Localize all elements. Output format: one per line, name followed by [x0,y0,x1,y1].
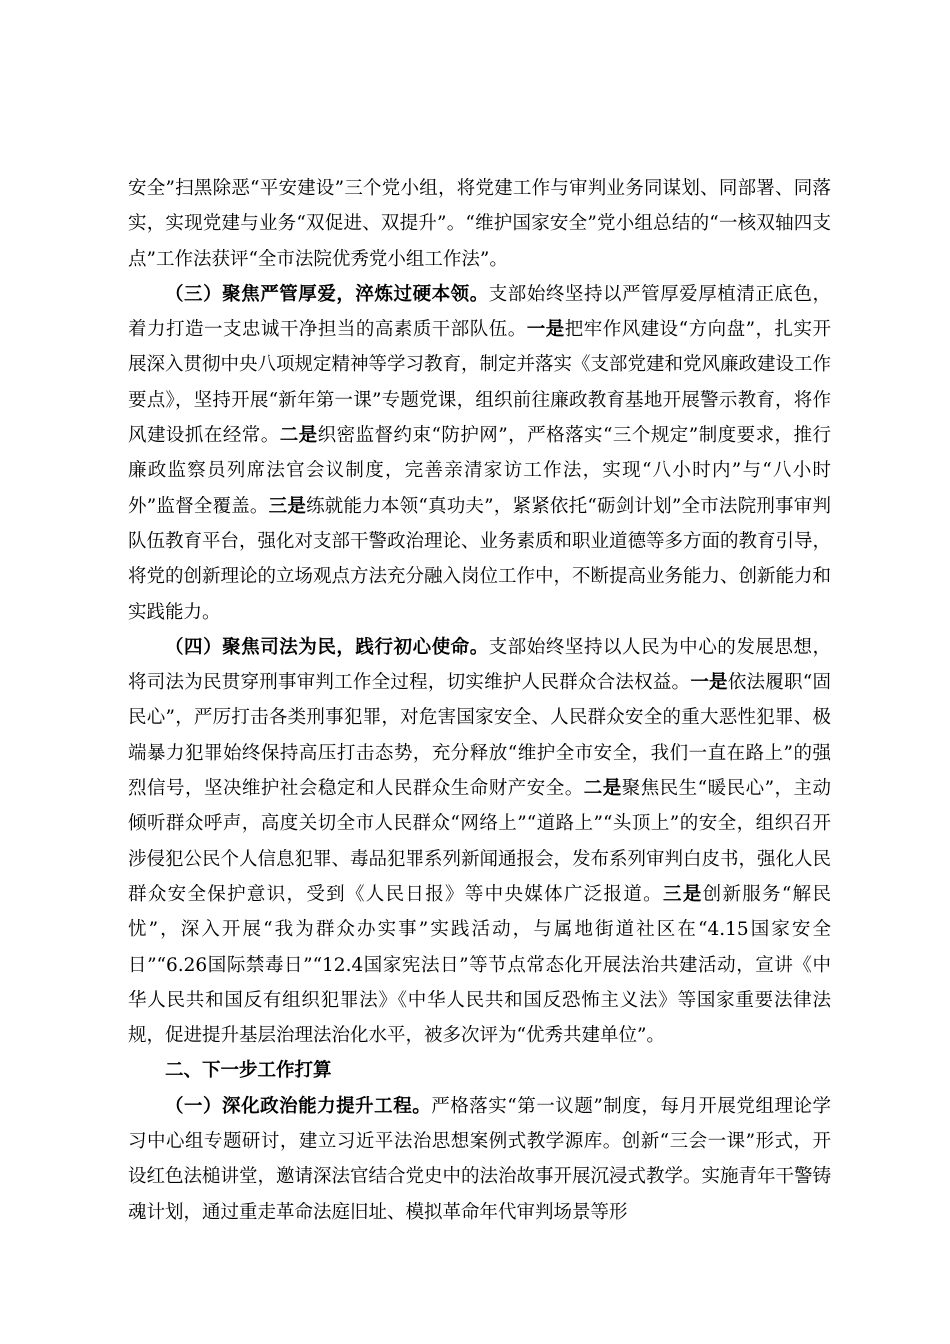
ordinal-marker: 二是 [279,425,318,447]
paragraph-text: 练就能力本领“真功夫”，紧紧依托“砺剑计划”全市法院刑事审判队伍教育平台，强化对支部干警政治理论、业务素质和职业道德等多方面的教育引导，将党的创新理论的立场观点方法充分融入岗位工作中，不断提高业务能力、创新能力和实践能力。 [128,495,832,623]
paragraph-text: 织密监督约束“防护网”，严格落实“三个规定”制度要求，推行廉政监察员列席法官会议制度，完善亲清家访工作法，实现“八小时内”与“八小时外”监督全覆盖。 [128,425,831,517]
paragraph-text: 依法履职“固民心”，严厉打击各类刑事犯罪，对危害国家安全、人民群众安全的重大恶性犯罪、极端暴力犯罪始终保持高压打击态势，充分释放“维护全市安全，我们一直在路上”的强烈信号，坚决维护社会稳定和人民群众生命财产安全。 [128,672,831,800]
ordinal-marker: 三是 [663,883,703,905]
paragraph-three [128,277,831,630]
section-heading: （三）聚焦严管厚爱，淬炼过硬本领。 [165,283,489,305]
paragraph-text: 严格落实“第一议题”制度，每月开展党组理论学习中心组专题研讨，建立习近平法治思想案例式教学源库。创新“三会一课”形式，开设红色法槌讲堂，邀请深法官结合党史中的法治故事开展沉浸式教学。实施青年干警铸魂计划，通过重走革命法庭旧址、模拟革命年代审判场景等形 [128,1095,832,1223]
paragraph-four [128,630,831,1054]
paragraph-text: 创新服务“解民忧”，深入开展“我为群众办实事”实践活动，与属地街道社区在“4.15国家安全日”“6.26国际禁毒日”“12.4国家宪法日”等节点常态化开展法治共建活动，宣讲《中华人民共和国反有组织犯罪法》《中华人民共和国反恐怖主义法》等国家重要法律法规，促进提升基层治理法治化水平，被多次评为“优秀共建单位”。 [128,883,831,1047]
ordinal-marker: 一是 [690,672,728,694]
ordinal-marker: 二是 [583,778,622,800]
paragraph-text: 把牢作风建设“方向盘”，扎实开展深入贯彻中央八项规定精神等学习教育，制定并落实《支部党建和党风廉政建设工作要点》，坚持开展“新年第一课”专题党课，组织前往廉政教育基地开展警示教育，将作风建设抓在经常。 [128,319,832,447]
ordinal-marker: 一是 [526,319,565,341]
paragraph-next-one [128,1089,831,1230]
paragraph-text: 支部始终坚持以人民为中心的发展思想，将司法为民贯穿刑事审判工作全过程，切实维护人民群众合法权益。 [128,636,831,694]
chapter-heading: 二、下一步工作打算 [165,1060,332,1082]
paragraph-continuation [128,171,831,277]
section-heading: （四）聚焦司法为民，践行初心使命。 [165,636,489,658]
document-body [128,171,831,1230]
section-heading: （一）深化政治能力提升工程。 [165,1095,432,1117]
paragraph-text: 安全”扫黑除恶“平安建设”三个党小组，将党建工作与审判业务同谋划、同部署、同落实，实现党建与业务“双促进、双提升”。“维护国家安全”党小组总结的“一核双轴四支点”工作法获评“全市法院优秀党小组工作法”。 [128,178,831,270]
section-two-heading [128,1053,831,1088]
paragraph-text: 聚焦民生“暖民心”，主动倾听群众呼声，高度关切全市人民群众“网络上”“道路上”“头顶上”的安全，组织召开涉侵犯公民个人信息犯罪、毒品犯罪系列新闻通报会，发布系列审判白皮书，强化人民群众安全保护意识，受到《人民日报》等中央媒体广泛报道。 [128,778,832,905]
paragraph-text: 支部始终坚持以严管厚爱厚植清正底色，着力打造一支忠诚干净担当的高素质干部队伍。 [128,283,831,341]
ordinal-marker: 三是 [268,495,307,517]
